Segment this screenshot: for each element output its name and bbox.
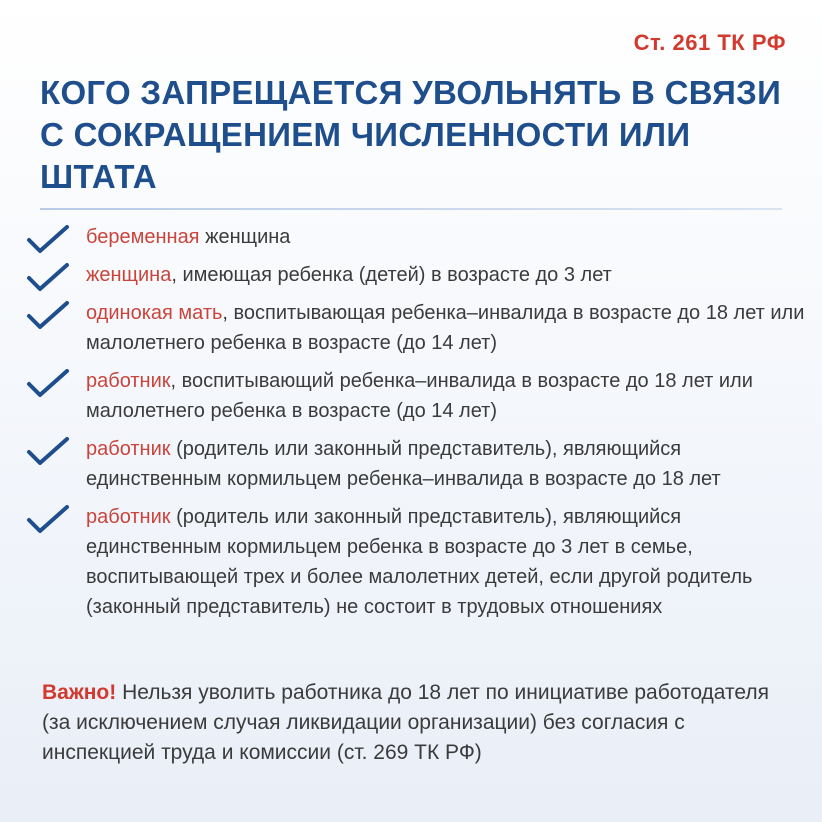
highlight-term: работник xyxy=(86,506,171,528)
note-text: Нельзя уволить работника до 18 лет по инициативе работодателя (за исключением случая ликвидации организации) без согласия с инспекцией труда и комиссии (ст. 269 ТК РФ) xyxy=(42,681,770,764)
note-label: Важно! xyxy=(42,681,117,704)
item-description: (родитель или законный представитель), являющийся единственным кормильцем ребенка–инвалида в возрасте до 18 лет xyxy=(86,438,721,490)
highlight-term: работник xyxy=(86,370,171,392)
list-item-text xyxy=(86,298,806,358)
highlight-term: одинокая мать xyxy=(86,302,223,324)
article-reference: Ст. 261 ТК РФ xyxy=(633,30,786,55)
checkmark-icon xyxy=(26,300,70,330)
item-description: , имеющая ребенка (детей) в возрасте до 3 лет xyxy=(171,264,612,286)
list-item-text xyxy=(86,434,806,494)
list-item xyxy=(26,260,806,290)
page-title: КОГО ЗАПРЕЩАЕТСЯ УВОЛЬНЯТЬ В СВЯЗИ С СОКРАЩЕНИЕМ ЧИСЛЕННОСТИ ИЛИ ШТАТА xyxy=(40,74,782,195)
list-item-text xyxy=(86,366,806,426)
list-item xyxy=(26,434,806,494)
item-description: , воспитывающий ребенка–инвалида в возрасте до 18 лет или малолетнего ребенка в возрасте (до 14 лет) xyxy=(86,370,753,422)
highlight-term: женщина xyxy=(86,264,172,286)
list-item-text xyxy=(86,260,806,290)
item-description: (родитель или законный представитель), являющийся единственным кормильцем ребенка в возрасте до 3 лет в семье, воспитывающей трех и более малолетних детей, если другой родитель (законный представитель) не состоит в трудовых отношениях xyxy=(86,506,753,618)
highlight-term: работник xyxy=(86,438,171,460)
important-note xyxy=(42,678,794,768)
checkmark-icon xyxy=(26,504,70,534)
checkmark-icon xyxy=(26,368,70,398)
checkmark-icon xyxy=(26,262,70,292)
checkmark-icon xyxy=(26,436,70,466)
divider xyxy=(40,208,782,210)
list-item-text xyxy=(86,222,806,252)
highlight-term: беременная xyxy=(86,226,200,248)
checkmark-icon xyxy=(26,224,70,254)
protected-list xyxy=(26,222,806,630)
list-item-text xyxy=(86,502,806,622)
list-item xyxy=(26,222,806,252)
item-description: женщина xyxy=(199,226,291,248)
list-item xyxy=(26,366,806,426)
item-description: , воспитывающая ребенка–инвалида в возрасте до 18 лет или малолетнего ребенка в возрасте (до 14 лет) xyxy=(86,302,805,354)
list-item xyxy=(26,298,806,358)
list-item xyxy=(26,502,806,622)
